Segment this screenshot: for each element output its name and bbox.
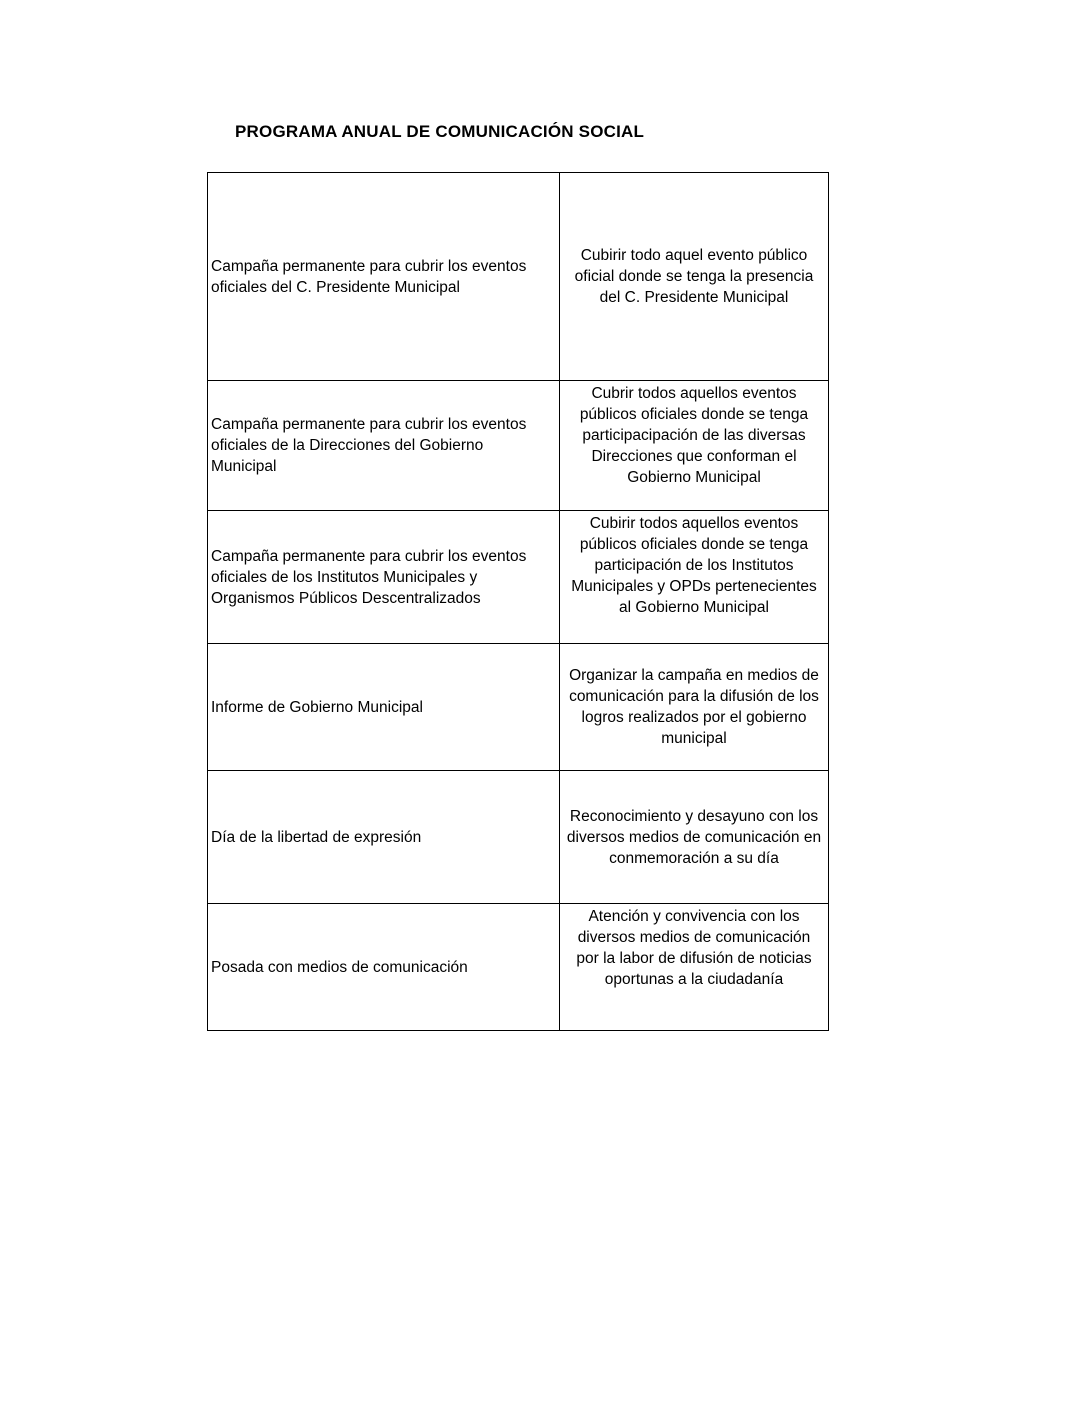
table-row xyxy=(208,173,829,381)
description-cell: Reconocimiento y desayuno con los diversos medios de comunicación en conmemoración a su día xyxy=(560,771,829,904)
activity-cell: Campaña permanente para cubrir los eventos oficiales de la Direcciones del Gobierno Municipal xyxy=(208,381,560,511)
program-table xyxy=(207,172,829,1031)
activity-cell: Campaña permanente para cubrir los eventos oficiales del C. Presidente Municipal xyxy=(208,173,560,381)
table-row xyxy=(208,771,829,904)
description-cell: Cubirir todos aquellos eventos públicos oficiales donde se tenga participación de los Institutos Municipales y OPDs pertenecientes al Gobierno Municipal xyxy=(560,511,829,644)
activity-cell: Informe de Gobierno Municipal xyxy=(208,644,560,771)
description-cell: Organizar la campaña en medios de comunicación para la difusión de los logros realizados por el gobierno municipal xyxy=(560,644,829,771)
table-row xyxy=(208,511,829,644)
table-row xyxy=(208,381,829,511)
description-cell: Atención y convivencia con los diversos medios de comunicación por la labor de difusión de noticias oportunas a la ciudadanía xyxy=(560,904,829,1031)
description-cell: Cubirir todo aquel evento público oficial donde se tenga la presencia del C. Presidente Municipal xyxy=(560,173,829,381)
page-title: PROGRAMA ANUAL DE COMUNICACIÓN SOCIAL xyxy=(235,122,645,141)
program-table-body xyxy=(208,173,829,1031)
activity-cell: Día de la libertad de expresión xyxy=(208,771,560,904)
table-row xyxy=(208,904,829,1031)
activity-cell: Campaña permanente para cubrir los eventos oficiales de los Institutos Municipales y Organismos Públicos Descentralizados xyxy=(208,511,560,644)
activity-cell: Posada con medios de comunicación xyxy=(208,904,560,1031)
table-row xyxy=(208,644,829,771)
description-cell: Cubrir todos aquellos eventos públicos oficiales donde se tenga participacipación de las diversas Direcciones que conforman el Gobierno Municipal xyxy=(560,381,829,511)
